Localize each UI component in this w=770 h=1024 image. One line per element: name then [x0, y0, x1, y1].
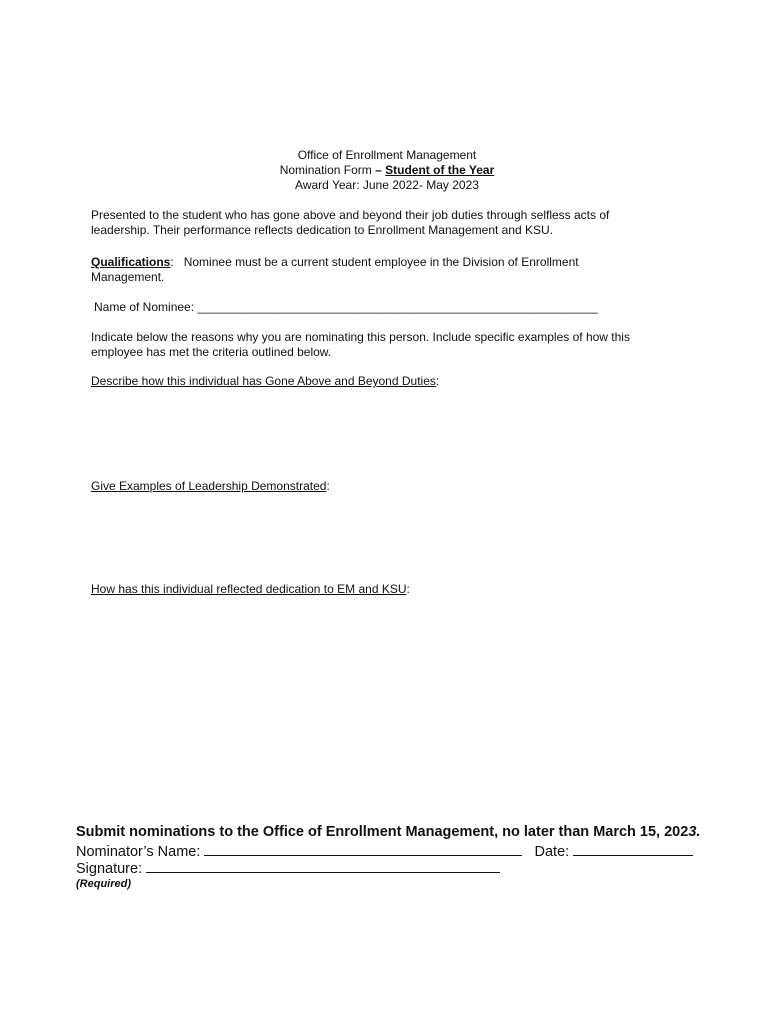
question-above-beyond	[91, 374, 439, 389]
question-dedication	[91, 582, 410, 597]
qualifications-text-1: Nominee must be a current student employee in the Division of Enrollment	[183, 255, 579, 269]
form-title-prefix: Nomination Form	[279, 163, 372, 177]
nominee-row	[94, 300, 598, 315]
answer-area-leadership[interactable]	[91, 497, 681, 575]
submission-deadline-text: Submit nominations to the Office of Enrollment Management, no later than March 15, 202	[76, 824, 689, 840]
signature-label: Signature:	[76, 861, 143, 877]
qualifications-label: Qualifications	[91, 255, 171, 269]
intro-line-2: leadership. Their performance reflects dedication to Enrollment Management and KSU.	[91, 223, 554, 237]
nominator-name-label: Nominator’s Name:	[76, 844, 201, 860]
instructions-line-2: employee has met the criteria outlined below.	[91, 345, 332, 359]
qualifications-line-1	[91, 255, 579, 270]
answer-area-above-beyond[interactable]	[91, 392, 681, 470]
form-title-dash: –	[375, 163, 382, 177]
date-field[interactable]	[573, 842, 693, 856]
required-note: (Required)	[76, 878, 131, 890]
signature-row	[76, 859, 500, 878]
nominator-name-field[interactable]	[204, 842, 522, 856]
question-dedication-text: How has this individual reflected dedication to EM and KSU	[91, 582, 407, 596]
date-label: Date:	[534, 844, 570, 860]
question-colon: :	[326, 479, 330, 493]
nominee-label: Name of Nominee:	[94, 300, 195, 314]
question-leadership	[91, 479, 330, 494]
nominee-name-field[interactable]: ____________________________________________________________	[197, 300, 598, 314]
award-year: Award Year: June 2022- May 2023	[295, 178, 479, 192]
award-name: Student of the Year	[385, 163, 495, 177]
signature-field[interactable]	[146, 859, 500, 873]
question-above-beyond-text: Describe how this individual has Gone Above and Beyond Duties	[91, 374, 436, 388]
qualifications-text-2: Management.	[91, 270, 165, 284]
question-colon: :	[406, 582, 410, 596]
instructions-line-1: Indicate below the reasons why you are nominating this person. Include specific examples of how this	[91, 330, 630, 344]
qualifications-colon: :	[170, 255, 174, 269]
intro-line-1: Presented to the student who has gone above and beyond their job duties through selfless acts of	[91, 208, 610, 222]
form-title	[0, 163, 770, 178]
question-leadership-text: Give Examples of Leadership Demonstrated	[91, 479, 327, 493]
submission-deadline-tail: 3.	[688, 824, 701, 840]
question-colon: :	[435, 374, 440, 388]
answer-area-dedication[interactable]	[91, 600, 681, 810]
office-title: Office of Enrollment Management	[297, 148, 477, 162]
submission-deadline	[76, 823, 700, 841]
